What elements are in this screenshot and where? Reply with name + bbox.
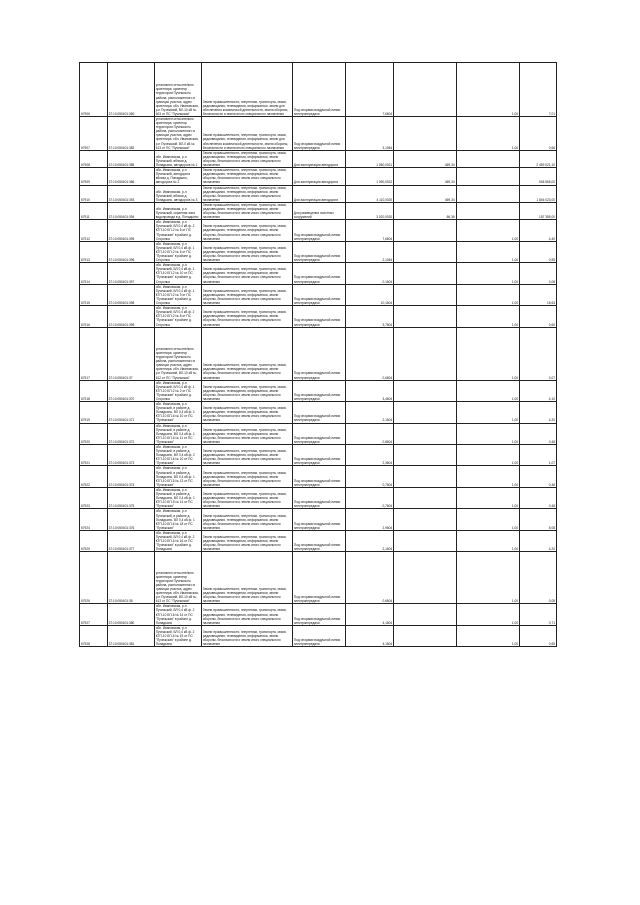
cell-address: обл. Ивановская, р-н Пучежский, автодорога вблизи д. Попадьино, автодорога № 2 — [154, 168, 201, 185]
cell-permitted-use: Под опорами воздушной линии электропередачи — [292, 263, 345, 284]
cell-area: 4 110,0020 — [346, 185, 394, 202]
cell-cadastral-number: 37:10:050401:385 — [107, 150, 154, 167]
cell-coefficient: 1,00 — [456, 552, 519, 604]
cell-cadastral-number: 37:10:050401:370 — [107, 380, 154, 401]
cell-id: 67907 — [80, 117, 108, 151]
table-row — [80, 327, 557, 380]
cell-cadastral-number: 37:10:050401:373 — [107, 445, 154, 466]
cell-address: обл. Ивановская, р-н Пучежский, в районе д. Попадьино, ВЛ 0,4 кВ ф. 1 КТП-10 БП-6 № 18 от ПС "Пучежская" — [154, 509, 201, 530]
cell-sum: 0,48 — [520, 487, 557, 508]
cell-address: обл. Ивановская, р-н Пучежский, в районе д. Попадьино, ВЛ 0,4 кВ ф. 1 КТП-10 БП-6 № 10 от ПС "Пучежская" — [154, 402, 201, 423]
cell-coefficient: 1,00 — [456, 284, 519, 305]
cell-coefficient — [456, 185, 519, 202]
cell-coefficient: 1,00 — [456, 604, 519, 625]
cell-area: 4,1604 — [346, 604, 394, 625]
cell-address: обл. Ивановская, р-н Пучежский, ВЛ 0,4 кВ ф. 1 КТП-10 БП-2 № 2 от ПС "Пучежская" в районе д. Сторонка — [154, 380, 201, 401]
cell-rate — [394, 284, 456, 305]
cell-address: установлен относительно ориентира: ориентир территория Пучежского района, расположенного в границах участка, адрес ориентира: обл. Ивановская, р-н Пучежский, ВЛ-10 кВ № 613 от ПС "Пучежская" — [154, 552, 201, 604]
cell-permitted-use: Для эксплуатации автодороги — [292, 168, 345, 185]
cell-permitted-use: Под опорами воздушной линии электропередачи — [292, 284, 345, 305]
table-row — [80, 241, 557, 262]
table-row — [80, 604, 557, 625]
cell-id: 67909 — [80, 168, 108, 185]
cell-permitted-use: Под опорами воздушной линии электропередачи — [292, 466, 345, 487]
cell-area: 2,1604 — [346, 530, 394, 551]
cell-coefficient: 1,00 — [456, 466, 519, 487]
cell-category: Земли промышленности, энергетики, транспорта, связи, радиовещания, телевидения, информатики, земли обороны, безопасности и земли иного специального назначения — [201, 168, 292, 185]
cell-rate: 469,34 — [394, 185, 456, 202]
cell-area: 10,1604 — [346, 284, 394, 305]
cell-cadastral-number: 37:10:050401:360 — [107, 63, 154, 117]
cell-area: 0,7604 — [346, 487, 394, 508]
cell-id: 67915 — [80, 284, 108, 305]
table-row — [80, 402, 557, 423]
cell-permitted-use: Под опорами воздушной линии электропередачи — [292, 509, 345, 530]
cell-cadastral-number: 37:10:050401:395 — [107, 220, 154, 241]
cell-id: 67923 — [80, 487, 108, 508]
cell-coefficient: 1,00 — [456, 423, 519, 444]
cell-area: 3,4604 — [346, 380, 394, 401]
table-row — [80, 466, 557, 487]
cell-rate — [394, 509, 456, 530]
cell-coefficient: 1,00 — [456, 402, 519, 423]
cell-cadastral-number: 37:10:050401:376 — [107, 509, 154, 530]
cell-id: 67928 — [80, 625, 108, 646]
cell-area: 2,1054 — [346, 241, 394, 262]
cell-address: обл. Ивановская, р-н Пучежский, охранная зона водопровода в д. Попадьино — [154, 202, 201, 219]
cell-category: Земли промышленности, энергетики, транспорта, связи, радиовещания, телевидения, информатики, земли обороны, безопасности и земли иного специального назначения — [201, 150, 292, 167]
cell-category: Земли промышленности, энергетики, транспорта, связи, радиовещания, телевидения, информатики, земли обороны, безопасности и земли иного специального назначения — [201, 220, 292, 241]
cell-category: Земли промышленности, энергетики, транспорта, связи, радиовещания, телевидения, информатики, земли обороны, безопасности и земли иного специального назначения — [201, 380, 292, 401]
cell-cadastral-number: 37:10:050401:394 — [107, 202, 154, 219]
cell-category: Земли промышленности, энергетики, транспорта, связи, радиовещания, телевидения, информатики, земли обороны, безопасности и земли иного специального назначения — [201, 445, 292, 466]
cell-id: 67920 — [80, 423, 108, 444]
table-row — [80, 263, 557, 284]
cell-id: 67922 — [80, 466, 108, 487]
cell-address: обл. Ивановская, р-н Пучежский, вблизи д. Попадьино, автодорога № 1 — [154, 150, 201, 167]
table-row — [80, 117, 557, 151]
cell-category: Земли промышленности, энергетики, транспорта, связи, радиовещания, телевидения, информатики, земли обороны, безопасности и земли иного специального назначения — [201, 509, 292, 530]
cell-rate: 469,34 — [394, 150, 456, 167]
cell-area: 2,1604 — [346, 402, 394, 423]
cell-sum: 0,48 — [520, 466, 557, 487]
cell-coefficient — [456, 150, 519, 167]
cell-rate — [394, 220, 456, 241]
cell-area: 0,1604 — [346, 263, 394, 284]
cell-id: 67925 — [80, 530, 108, 551]
cell-rate — [394, 423, 456, 444]
cell-cadastral-number: 37:10:050401:371 — [107, 402, 154, 423]
cell-category: Земли промышленности, энергетики, транспорта, связи, радиовещания, телевидения, информатики, земли обороны, безопасности и земли иного специального назначения — [201, 284, 292, 305]
table-row — [80, 445, 557, 466]
cell-coefficient: 1,00 — [456, 509, 519, 530]
cell-sum: 1,07 — [520, 445, 557, 466]
cell-area: 1 050,0021 — [346, 150, 394, 167]
cell-sum: 0,71 — [520, 604, 557, 625]
cell-address: обл. Ивановская, р-н Пучежский, ВЛ 0,4 кВ ф. 1 КТП-10 БП-2 № 9 от ПС "Пучежская" в районе д. Сторонка — [154, 284, 201, 305]
cell-address: обл. Ивановская, р-н Пучежский, вблизи д. Попадьино, автодорога № 3 — [154, 185, 201, 202]
cell-sum: 0,07 — [520, 327, 557, 380]
cell-coefficient: 1,00 — [456, 380, 519, 401]
cell-permitted-use: Под опорами воздушной линии электропередачи — [292, 487, 345, 508]
cell-address: обл. Ивановская, р-н Пучежский, ВЛ 0,4 кВ ф. 2 КТП-10 БП-2 № 8 от ПС "Пучежская" в районе д. Сторонка — [154, 306, 201, 327]
cell-permitted-use: Под опорами воздушной линии электропередачи — [292, 423, 345, 444]
cell-id: 67913 — [80, 241, 108, 262]
cell-category: Земли промышленности, энергетики, транспорта, связи, радиовещания, телевидения, информатики, земли обороны, безопасности и земли иного специального назначения — [201, 530, 292, 551]
cell-area: 3,7604 — [346, 306, 394, 327]
cell-sum: 7,01 — [520, 63, 557, 117]
cell-area: 0,7604 — [346, 466, 394, 487]
cell-rate — [394, 117, 456, 151]
cell-id: 67917 — [80, 327, 108, 380]
cell-rate — [394, 63, 456, 117]
cell-coefficient: 1,00 — [456, 306, 519, 327]
cell-cadastral-number: 37:10:050401:377 — [107, 530, 154, 551]
cell-rate — [394, 530, 456, 551]
cell-cadastral-number: 37:10:050401:399 — [107, 306, 154, 327]
cell-area: 7,6604 — [346, 220, 394, 241]
cell-address: обл. Ивановская, р-н Пучежский, ВЛ 0,4 кВ ф. 2 КТП-10 БП-2 № 6 от ПС "Пучежская" в районе д. Сторонка — [154, 220, 201, 241]
cell-id: 67921 — [80, 445, 108, 466]
cell-rate — [394, 380, 456, 401]
cell-id: 67926 — [80, 552, 108, 604]
cell-category: Земли промышленности, энергетики, транспорта, связи, радиовещания, телевидения, информатики, земли обороны, безопасности и земли иного специального назначения — [201, 263, 292, 284]
cell-sum: 0,08 — [520, 263, 557, 284]
cell-permitted-use: Под опорами воздушной линии электропередачи — [292, 327, 345, 380]
cell-category: Земли промышленности, энергетики, транспорта, связи, радиовещания, телевидения, информатики, земли для обеспечения космической деятельности, земли обороны, безопасности и земли иного специального назначения — [201, 63, 292, 117]
cell-sum: 1 846 023,00 — [520, 185, 557, 202]
cell-permitted-use: Под опорами воздушной линии электропередачи — [292, 552, 345, 604]
cell-rate — [394, 327, 456, 380]
cell-category: Земли промышленности, энергетики, транспорта, связи, радиовещания, телевидения, информатики, земли обороны, безопасности и земли иного специального назначения — [201, 327, 292, 380]
cell-coefficient: 1,00 — [456, 220, 519, 241]
cell-cadastral-number: 37:10:050401:386 — [107, 168, 154, 185]
cell-cadastral-number: 37:10:050401:396 — [107, 241, 154, 262]
cell-address: обл. Ивановская, р-н Пучежский, в районе д. Попадьино, ВЛ 0,4 кВ ф. 2 КТП-10 БП-6 № 10 от ПС "Пучежская" — [154, 445, 201, 466]
cell-address: обл. Ивановская, р-н Пучежский, ВЛ 0,4 кВ ф. 1 КТП-10 БП-2 № 10 от ПС "Пучежская" в районе д. Сторонка — [154, 263, 201, 284]
cell-cadastral-number: 37:10:050401:398 — [107, 284, 154, 305]
cell-cadastral-number: 37:10:050401:372 — [107, 423, 154, 444]
cell-permitted-use: Для эксплуатации автодороги — [292, 150, 345, 167]
cell-id: 67924 — [80, 509, 108, 530]
cell-permitted-use: Под опорами воздушной линии электропередачи — [292, 306, 345, 327]
cell-area: 0,6604 — [346, 327, 394, 380]
cell-sum: 0,08 — [520, 552, 557, 604]
cell-category: Земли промышленности, энергетики, транспорта, связи, радиовещания, телевидения, информатики, земли обороны, безопасности и земли иного специального назначения — [201, 202, 292, 219]
cell-coefficient: 1,00 — [456, 241, 519, 262]
table-row — [80, 306, 557, 327]
table-row — [80, 552, 557, 604]
cell-permitted-use: Под опорами воздушной линии электропередачи — [292, 402, 345, 423]
cell-area: 4,1604 — [346, 625, 394, 646]
cell-area: 1 090,0022 — [346, 168, 394, 185]
cell-address: обл. Ивановская, р-н Пучежский, в районе д. Попадьино, ВЛ 0,4 кВ ф. 1 КТП-10 БП-6 № 11 от ПС "Пучежская" — [154, 423, 201, 444]
cell-id: 67919 — [80, 402, 108, 423]
table-row — [80, 168, 557, 185]
cell-area: 3,1054 — [346, 117, 394, 151]
cell-category: Земли промышленности, энергетики, транспорта, связи, радиовещания, телевидения, информатики, земли обороны, безопасности и земли иного специального назначения — [201, 306, 292, 327]
cell-id: 67916 — [80, 306, 108, 327]
cell-category: Земли промышленности, энергетики, транспорта, связи, радиовещания, телевидения, информатики, земли обороны, безопасности и земли иного специального назначения — [201, 625, 292, 646]
cell-category: Земли промышленности, энергетики, транспорта, связи, радиовещания, телевидения, информатики, земли обороны, безопасности и земли иного специального назначения — [201, 423, 292, 444]
table-row — [80, 487, 557, 508]
table-row — [80, 509, 557, 530]
land-plots-table — [79, 62, 557, 647]
cell-coefficient: 1,00 — [456, 445, 519, 466]
cell-id: 67911 — [80, 202, 108, 219]
cell-area: 7,6604 — [346, 63, 394, 117]
table-row — [80, 530, 557, 551]
cell-permitted-use: Под опорами воздушной линии электропередачи — [292, 241, 345, 262]
cell-permitted-use: Под опорами воздушной линии электропередачи — [292, 530, 345, 551]
cell-id: 67910 — [80, 185, 108, 202]
cell-id: 67908 — [80, 150, 108, 167]
cell-sum: 4,10 — [520, 380, 557, 401]
cell-permitted-use: Под опорами воздушной линии электропередачи — [292, 117, 345, 151]
cell-coefficient: 1,00 — [456, 487, 519, 508]
cell-coefficient — [456, 168, 519, 185]
cell-permitted-use: Для эксплуатации автодороги — [292, 185, 345, 202]
cell-cadastral-number: 37:10:050401:38 — [107, 552, 154, 604]
table-row — [80, 284, 557, 305]
cell-rate — [394, 625, 456, 646]
cell-coefficient: 1,00 — [456, 327, 519, 380]
table-row — [80, 423, 557, 444]
table-row — [80, 220, 557, 241]
cell-coefficient: 1,00 — [456, 530, 519, 551]
cell-cadastral-number: 37:10:050401:381 — [107, 625, 154, 646]
cell-address: обл. Ивановская, р-н Пучежский, в районе д. Попадьино, ВЛ 0,4 кВ ф. 1 КТП-10 БП-5 № 13 от ПС "Пучежская" — [154, 466, 201, 487]
cell-category: Земли промышленности, энергетики, транспорта, связи, радиовещания, телевидения, информатики, земли обороны, безопасности и земли иного специального назначения — [201, 185, 292, 202]
cell-id: 67918 — [80, 380, 108, 401]
table-row — [80, 380, 557, 401]
cell-category: Земли промышленности, энергетики, транспорта, связи, радиовещания, телевидения, информатики, земли для обеспечения космической деятельности, земли обороны, безопасности и земли иного специального назначения — [201, 117, 292, 151]
cell-sum: 187 355,00 — [520, 202, 557, 219]
cell-area: 0,6604 — [346, 552, 394, 604]
cell-cadastral-number: 37:10:050401:393 — [107, 185, 154, 202]
cell-address: обл. Ивановская, р-н Пучежский, ВЛ 0,4 кВ ф. 2 КТП-10 БП-6 № 16 от ПС "Пучежская" в районе д. Попадьино — [154, 530, 201, 551]
cell-permitted-use: Под опорами воздушной линии электропередачи — [292, 380, 345, 401]
cell-rate — [394, 306, 456, 327]
cell-sum: 506 565,00 — [520, 168, 557, 185]
cell-sum: 15,63 — [520, 284, 557, 305]
cell-rate: 469,34 — [394, 168, 456, 185]
cell-address: обл. Ивановская, р-н Пучежский, ВЛ 0,4 кВ ф. 2 КТП-10 БП-6 № 15 от ПС "Пучежская" в районе д. Попадьино — [154, 625, 201, 646]
cell-cadastral-number: 37:10:050401:382 — [107, 117, 154, 151]
cell-cadastral-number: 37:10:050401:37 — [107, 327, 154, 380]
cell-category: Земли промышленности, энергетики, транспорта, связи, радиовещания, телевидения, информатики, земли обороны, безопасности и земли иного специального назначения — [201, 466, 292, 487]
cell-sum: 4,20 — [520, 530, 557, 551]
cell-permitted-use: Для размещения очистных сооружений — [292, 202, 345, 219]
cell-sum: 0,55 — [520, 241, 557, 262]
cell-rate — [394, 402, 456, 423]
cell-area: 2,3604 — [346, 445, 394, 466]
cell-rate — [394, 466, 456, 487]
cell-coefficient — [456, 202, 519, 219]
cell-area: 0,8604 — [346, 423, 394, 444]
cell-id: 67927 — [80, 604, 108, 625]
cell-address: обл. Ивановская, р-н Пучежский, ВЛ 0,4 кВ ф. 1 КТП-10 БП-2 № 6 от ПС "Пучежская" в районе д. Сторонка — [154, 241, 201, 262]
cell-rate: 66,36 — [394, 202, 456, 219]
cell-address: установлен относительно ориентира: ориентир территория Пучежского района, расположенного в границах участка, адрес ориентира: обл. Ивановская, р-н Пучежский, ВЛ-10 кВ № 612 от ПС "Пучежская" — [154, 327, 201, 380]
cell-permitted-use: Под опорами воздушной линии электропередачи — [292, 220, 345, 241]
cell-rate — [394, 487, 456, 508]
cell-cadastral-number: 37:10:050401:380 — [107, 604, 154, 625]
cell-coefficient: 1,00 — [456, 63, 519, 117]
cell-cadastral-number: 37:10:050401:374 — [107, 466, 154, 487]
table-row — [80, 185, 557, 202]
cell-sum: 0,48 — [520, 423, 557, 444]
cell-address: обл. Ивановская, р-н Пучежский, ВЛ 0,4 кВ ф. 2 КТП-10 БП-6 № 14 от ПС "Пучежская" в районе д. Попадьино — [154, 604, 201, 625]
cell-address: установлен относительно ориентира: ориентир территория Пучежского района, расположенного в границах участка, адрес ориентира: обл. Ивановская, р-н Пучежский, ВЛ-0 кВ № 613 от ПС "Пучежская" — [154, 117, 201, 151]
cell-sum: 0,65 — [520, 625, 557, 646]
land-plots-table-body — [80, 63, 557, 647]
cell-id: 67914 — [80, 263, 108, 284]
cell-category: Земли промышленности, энергетики, транспорта, связи, радиовещания, телевидения, информатики, земли обороны, безопасности и земли иного специального назначения — [201, 604, 292, 625]
table-row — [80, 150, 557, 167]
cell-rate — [394, 604, 456, 625]
cell-permitted-use: Под опорами воздушной линии электропередачи — [292, 63, 345, 117]
table-row — [80, 202, 557, 219]
table-row — [80, 625, 557, 646]
cell-permitted-use: Под опорами воздушной линии электропередачи — [292, 604, 345, 625]
cell-rate — [394, 241, 456, 262]
cell-sum: 0,60 — [520, 306, 557, 327]
cell-coefficient: 1,00 — [456, 625, 519, 646]
cell-sum: 4,20 — [520, 402, 557, 423]
cell-address: установлен относительно ориентира: ориентир территория Пучежского района, расположенного в границах участка, адрес ориентира: обл. Ивановская, р-н Пучежский, ВЛ-10 кВ № 603 от ПС "Пучежская" — [154, 63, 201, 117]
cell-permitted-use: Под опорами воздушной линии электропередачи — [292, 625, 345, 646]
cell-category: Земли промышленности, энергетики, транспорта, связи, радиовещания, телевидения, информатики, земли обороны, безопасности и земли иного специального назначения — [201, 552, 292, 604]
cell-area: 2,9604 — [346, 509, 394, 530]
cell-id: 67906 — [80, 63, 108, 117]
cell-category: Земли промышленности, энергетики, транспорта, связи, радиовещания, телевидения, информатики, земли обороны, безопасности и земли иного специального назначения — [201, 402, 292, 423]
cell-sum: 4,40 — [520, 220, 557, 241]
cell-coefficient: 1,00 — [456, 263, 519, 284]
table-row — [80, 63, 557, 117]
cell-rate — [394, 445, 456, 466]
cell-category: Земли промышленности, энергетики, транспорта, связи, радиовещания, телевидения, информатики, земли обороны, безопасности и земли иного специального назначения — [201, 241, 292, 262]
cell-category: Земли промышленности, энергетики, транспорта, связи, радиовещания, телевидения, информатики, земли обороны, безопасности и земли иного специального назначения — [201, 487, 292, 508]
cell-permitted-use: Под опорами воздушной линии электропередачи — [292, 445, 345, 466]
cell-address: обл. Ивановская, р-н Пучежский, в районе д. Попадьино, ВЛ 0,4 кВ ф. 1 КТП-10 БП-5 № 14 от ПС "Пучежская" — [154, 487, 201, 508]
cell-cadastral-number: 37:10:050401:375 — [107, 487, 154, 508]
cell-id: 67912 — [80, 220, 108, 241]
cell-cadastral-number: 37:10:050401:397 — [107, 263, 154, 284]
cell-rate — [394, 263, 456, 284]
cell-sum: 2 459 021,10 — [520, 150, 557, 167]
cell-sum: 5,08 — [520, 509, 557, 530]
cell-sum: 0,66 — [520, 117, 557, 151]
cell-area: 3 020,0020 — [346, 202, 394, 219]
cell-rate — [394, 552, 456, 604]
cell-coefficient: 1,00 — [456, 117, 519, 151]
